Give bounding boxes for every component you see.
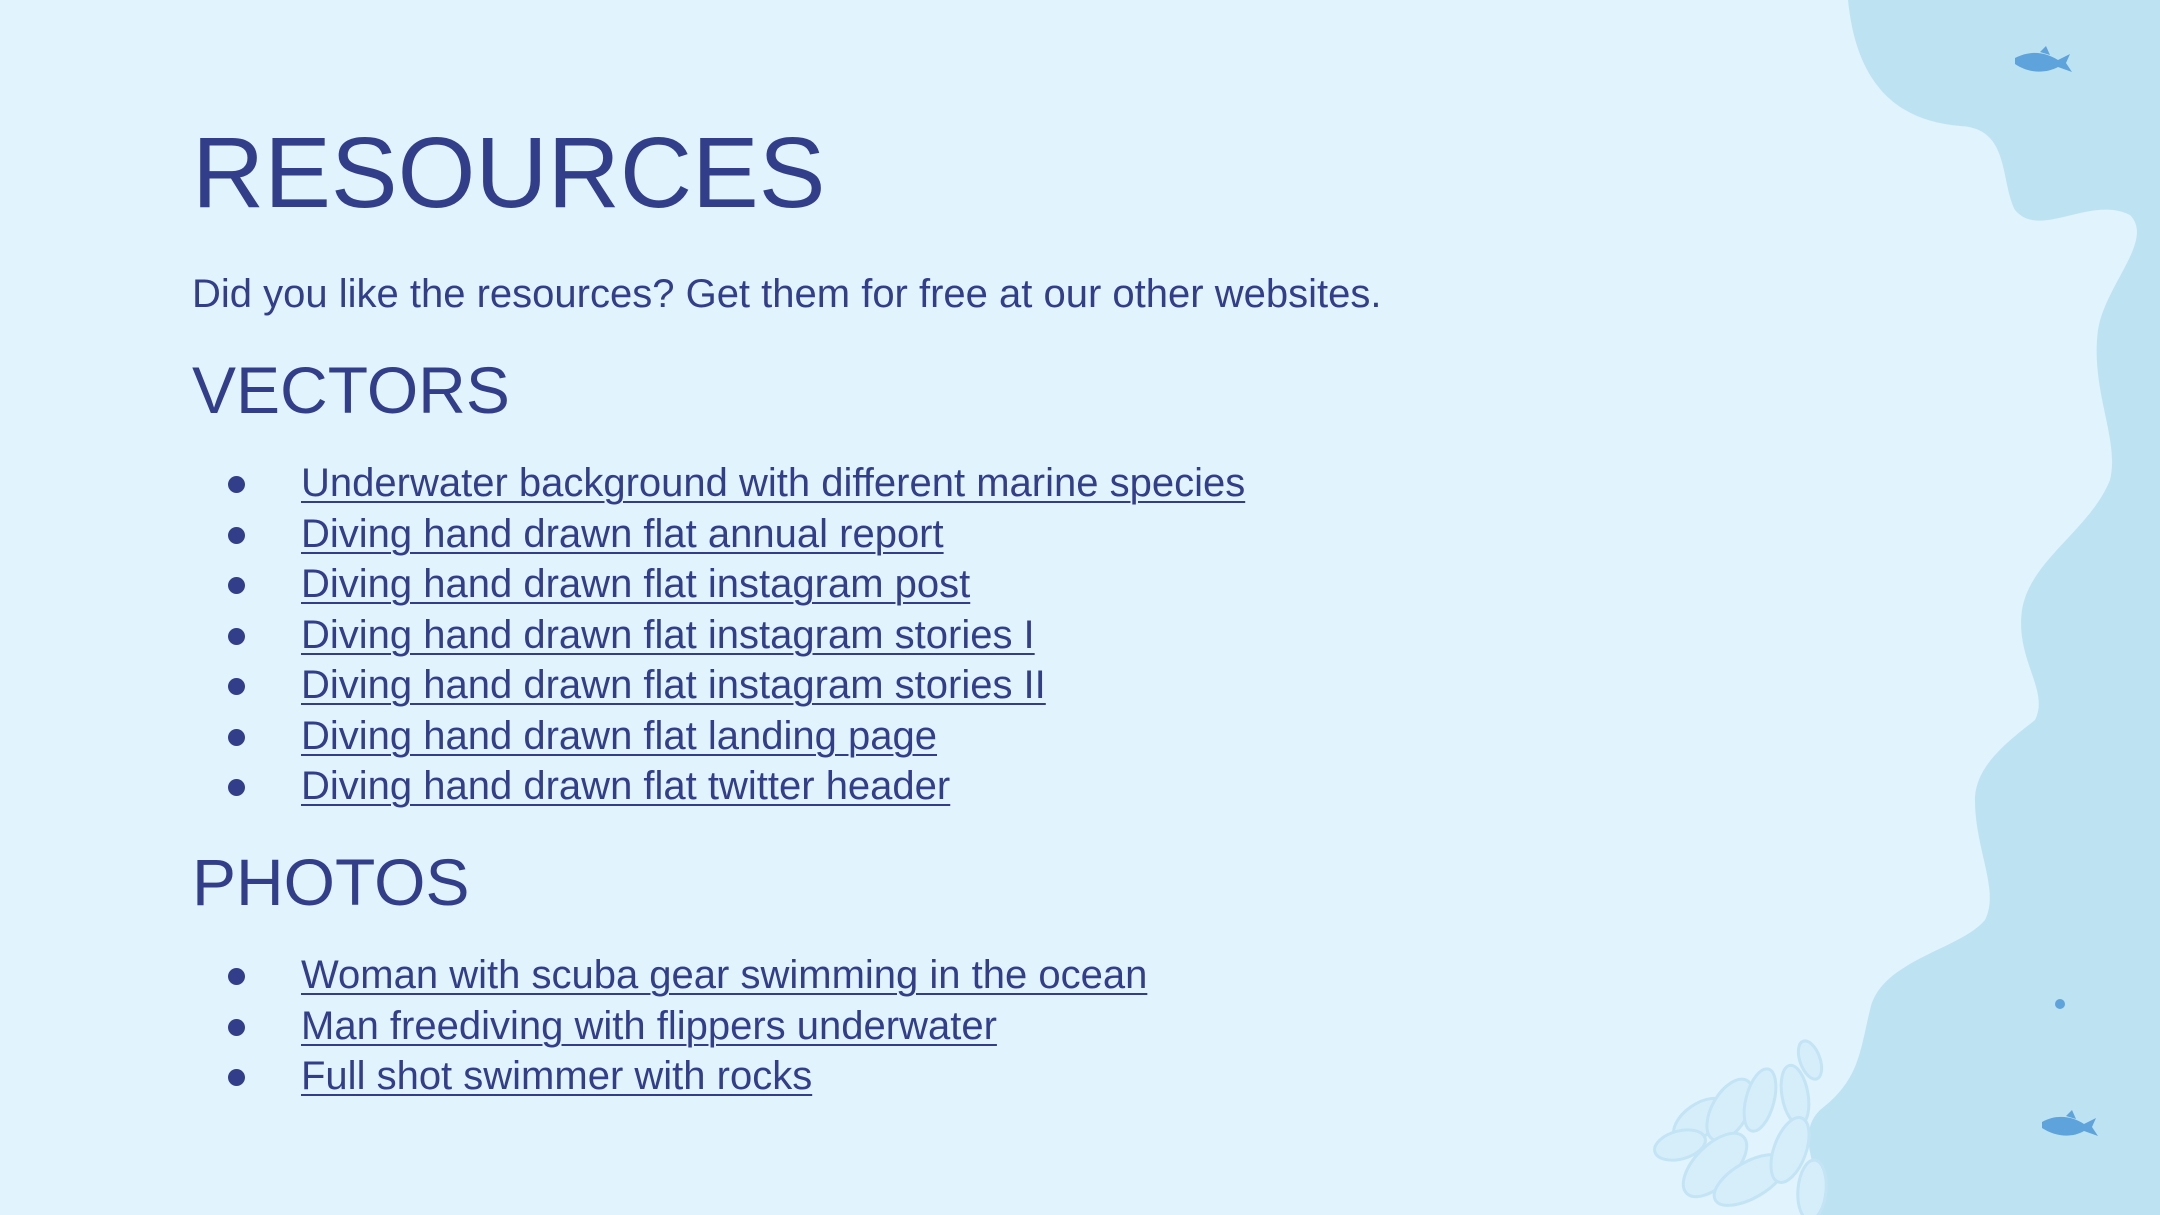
vectors-heading: VECTORS (192, 353, 510, 427)
bullet-icon (228, 1069, 245, 1086)
wave-shape (1809, 0, 2160, 1215)
resource-link[interactable]: Diving hand drawn flat instagram stories II (301, 663, 1046, 707)
page-title: RESOURCES (192, 117, 826, 229)
bubble-icon (2055, 999, 2065, 1009)
resource-link[interactable]: Diving hand drawn flat twitter header (301, 764, 951, 808)
resource-link[interactable]: Diving hand drawn flat instagram post (301, 562, 971, 606)
bullet-icon (228, 968, 245, 985)
bullet-icon (228, 729, 245, 746)
resource-link[interactable]: Man freediving with flippers underwater (301, 1003, 997, 1048)
bullet-icon (228, 527, 245, 544)
resource-link[interactable]: Diving hand drawn flat landing page (301, 713, 937, 758)
resource-link[interactable]: Diving hand drawn flat instagram stories I (301, 612, 1035, 657)
photos-heading: PHOTOS (192, 845, 470, 919)
coral-icon (1651, 1038, 1828, 1215)
resource-link[interactable]: Underwater background with different marine species (301, 461, 1246, 505)
page-subtitle: Did you like the resources? Get them for free at our other websites. (192, 272, 1382, 316)
resource-link[interactable]: Full shot swimmer with rocks (301, 1054, 813, 1098)
bullet-icon (228, 678, 245, 695)
bullet-icon (228, 1019, 245, 1036)
bullet-icon (228, 779, 245, 796)
bullet-icon (228, 577, 245, 594)
bullet-icon (228, 476, 245, 493)
resource-link[interactable]: Woman with scuba gear swimming in the ocean (301, 953, 1148, 997)
resource-link[interactable]: Diving hand drawn flat annual report (301, 511, 944, 556)
bullet-icon (228, 628, 245, 645)
